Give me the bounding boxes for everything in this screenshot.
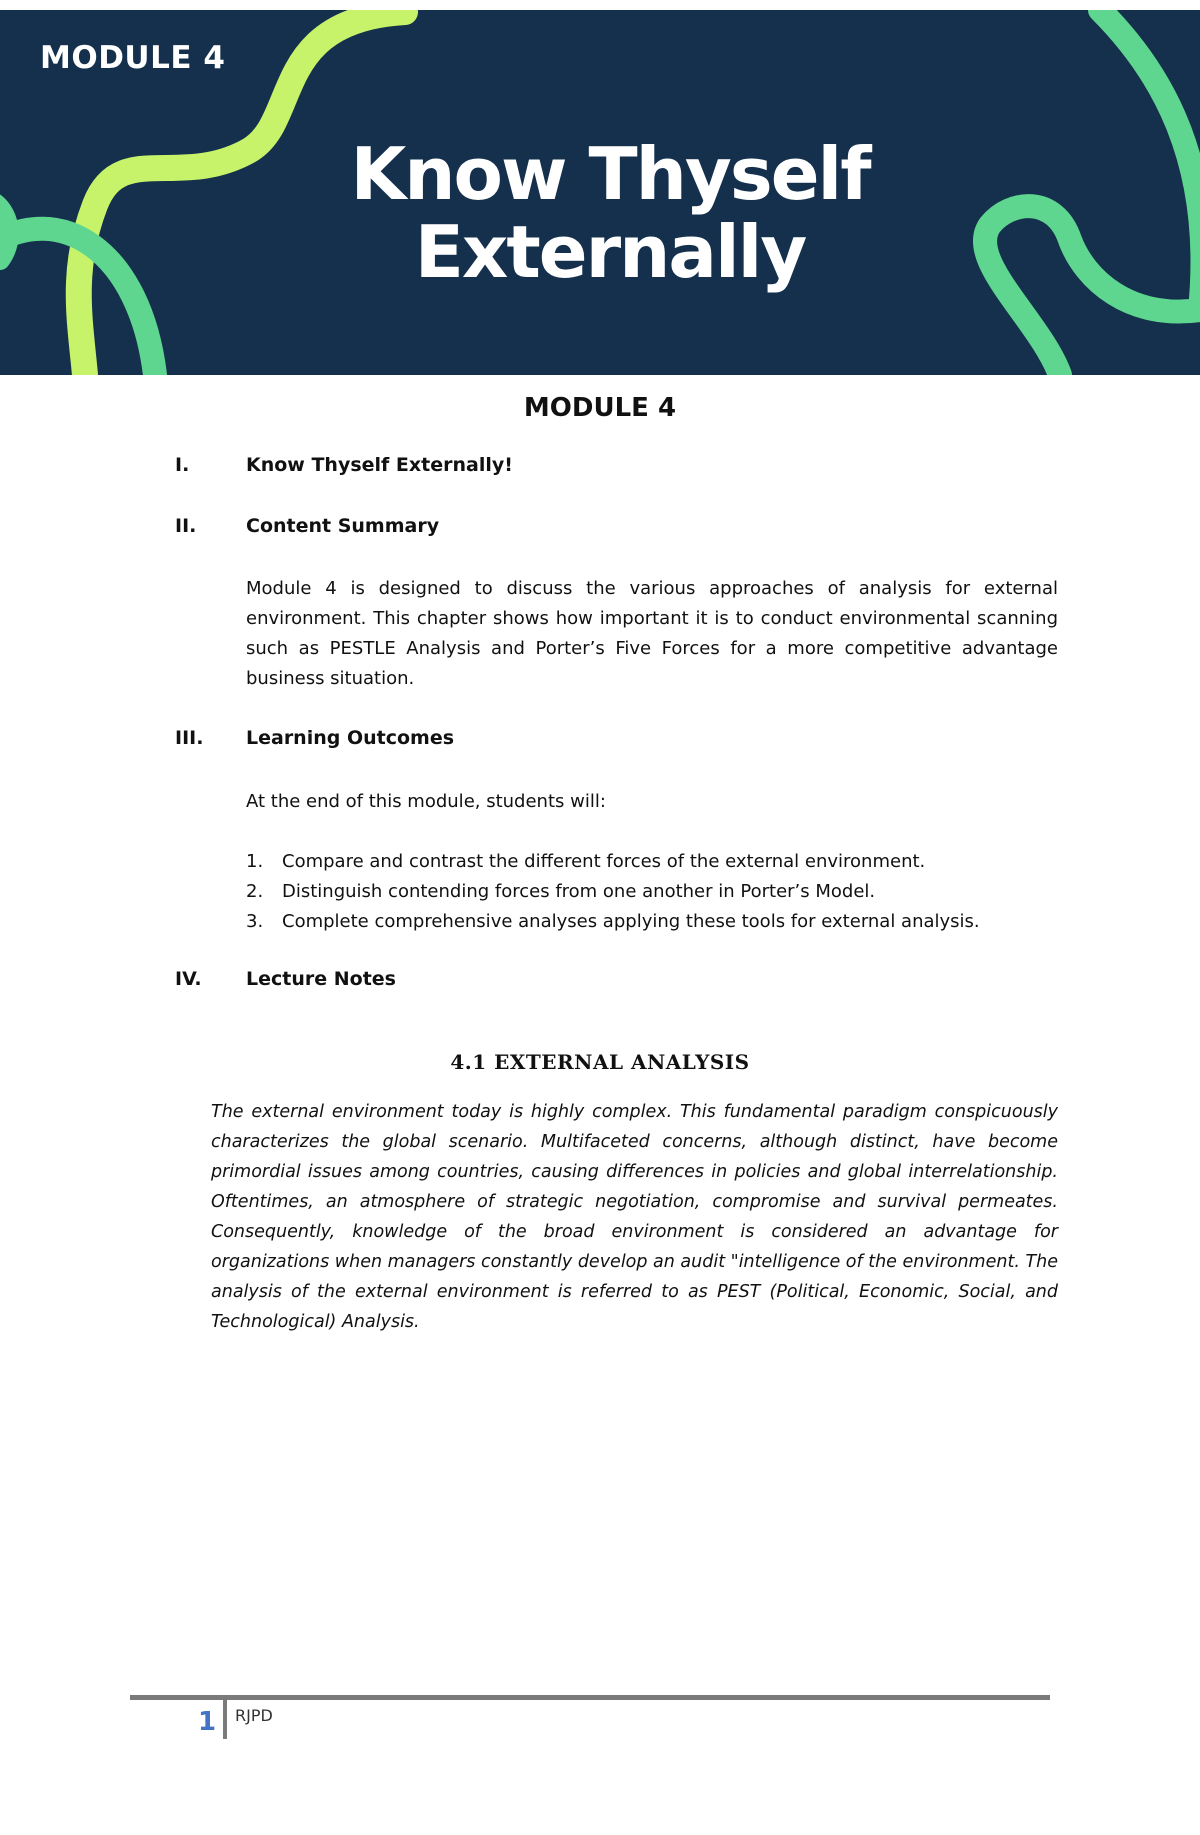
section-title: Lecture Notes — [246, 968, 396, 990]
lecture-paragraph: The external environment today is highly complex. This fundamental paradigm conspicuously characterizes the global scenario. Multifaceted concerns, although distinct, have become primordial issues among countries, causing differences in policies and global interrelationship. Oftentimes, an atmosphere of strategic negotiation, compromise and survival permeates. Consequently, knowledge of the broad environment is considered an advantage for organizations when managers constantly develop an audit "intelligence of the environment. The analysis of the external environment is referred to as PEST (Political, Economic, Social, and Technological) Analysis. — [211, 1102, 1058, 1332]
banner-title — [300, 132, 920, 294]
list-number: 1. — [246, 851, 264, 872]
green-swirl-right — [985, 10, 1200, 375]
list-item — [246, 877, 1066, 907]
list-item — [246, 907, 1066, 937]
section-title: Content Summary — [246, 515, 440, 537]
footer-rule — [130, 1695, 1050, 1700]
footer-divider — [223, 1699, 227, 1739]
list-item — [246, 847, 1066, 877]
lecture-heading: 4.1 EXTERNAL ANALYSIS — [450, 1050, 750, 1074]
list-number: 3. — [246, 911, 264, 932]
section-number: II. — [175, 515, 197, 537]
banner-module-label: MODULE 4 — [40, 40, 226, 76]
list-text: Distinguish contending forces from one another in Porter’s Model. — [282, 881, 876, 902]
list-number: 2. — [246, 881, 264, 902]
section-number: III. — [175, 727, 204, 749]
outcomes-intro: At the end of this module, students will: — [246, 791, 606, 812]
section-number: IV. — [175, 968, 202, 990]
page-number: 1 — [198, 1707, 217, 1737]
banner-title-line-2: Externally — [414, 210, 806, 294]
green-swirl-left-small — [0, 200, 9, 260]
module-banner — [0, 10, 1200, 375]
outcomes-list — [246, 847, 1066, 937]
footer-author: RJPD — [235, 1706, 273, 1725]
list-text: Compare and contrast the different forces of the external environment. — [282, 851, 926, 872]
content-summary-paragraph: Module 4 is designed to discuss the various approaches of analysis for external environment. This chapter shows how important it is to conduct environmental scanning such as PESTLE Analysis and Porter’s Five Forces for a more competitive advantage business situation. — [246, 578, 1058, 689]
document-heading: MODULE 4 — [523, 393, 677, 423]
banner-title-line-1: Know Thyself — [350, 132, 870, 216]
list-text: Complete comprehensive analyses applying these tools for external analysis. — [282, 911, 980, 932]
section-title: Learning Outcomes — [246, 727, 455, 749]
section-title: Know Thyself Externally! — [246, 454, 513, 476]
section-number: I. — [175, 454, 190, 476]
